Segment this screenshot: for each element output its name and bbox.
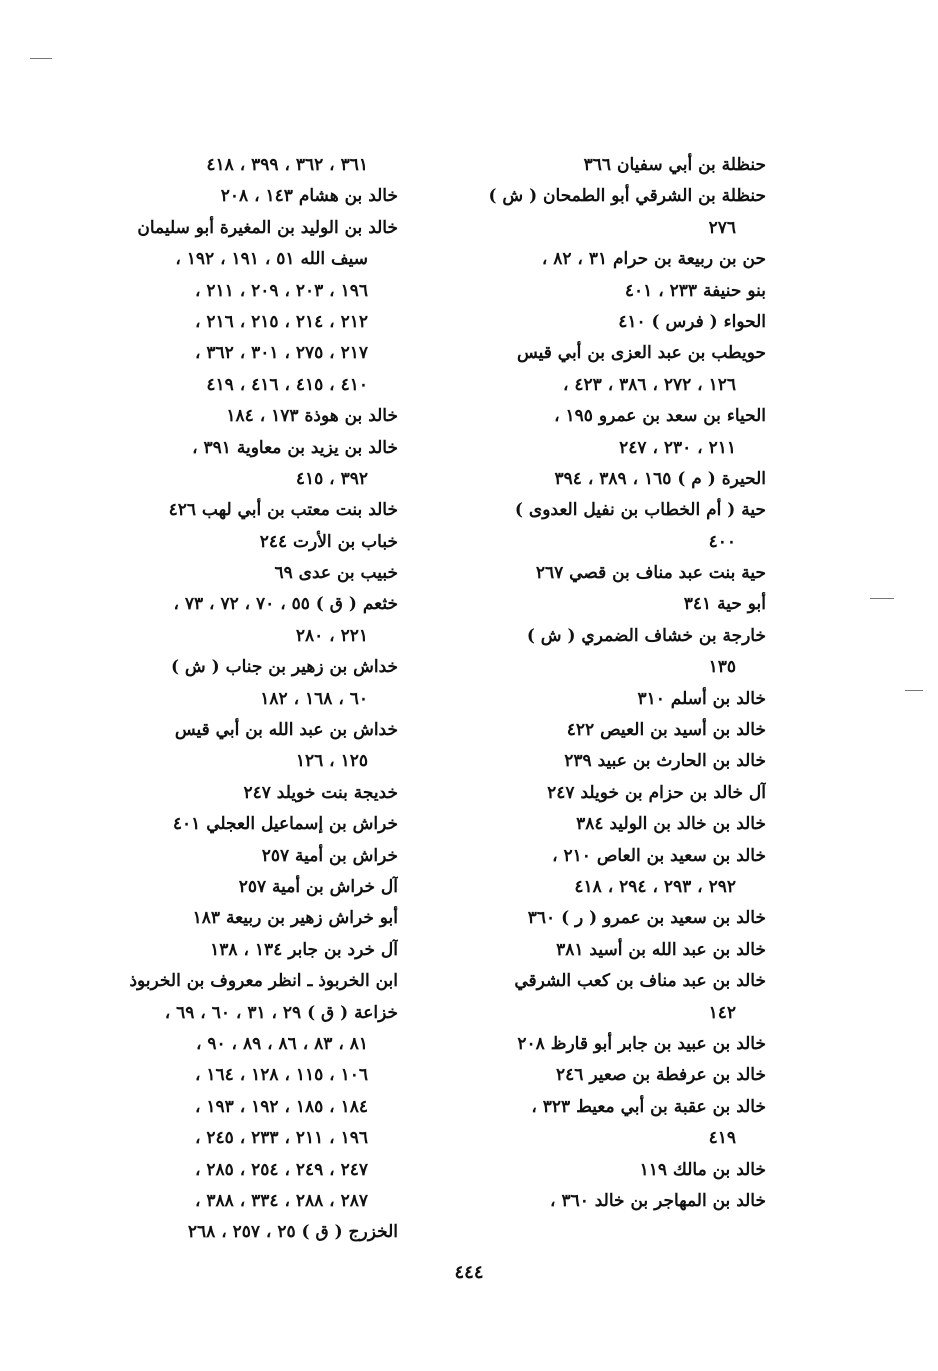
index-entry: خراش بن أمية ٢٥٧ [261, 845, 398, 866]
index-entry: ٤١٠ ، ٤١٥ ، ٤١٦ ، ٤١٩ [206, 374, 368, 395]
index-entry: حن بن ربيعة بن حرام ٣١ ، ٨٢ ، [541, 249, 766, 270]
index-entry: خالد بن هوذة ١٧٣ ، ١٨٤ [226, 406, 398, 427]
index-entry: ٢٩٢ ، ٢٩٣ ، ٢٩٤ ، ٤١٨ [574, 876, 736, 897]
index-entry: ٢١١ ، ٢٣٠ ، ٢٤٧ [619, 437, 736, 458]
index-entry: خداش بن عبد الله بن أبي قيس [174, 720, 398, 741]
index-entry: خداش بن زهير بن جناب ( ش ) [170, 657, 398, 678]
margin-mark [870, 598, 894, 599]
index-entry: ٦٠ ، ١٦٨ ، ١٨٢ [260, 688, 368, 709]
index-entry: ١٣٥ [708, 657, 736, 678]
index-entry: خالد بن الوليد بن المغيرة أبو سليمان [137, 217, 398, 238]
index-entry: خباب بن الأرت ٢٤٤ [259, 531, 398, 552]
index-entry: ١٠٦ ، ١١٥ ، ١٢٨ ، ١٦٤ ، [194, 1065, 368, 1086]
margin-mark [905, 690, 923, 691]
index-entry: حية ( أم الخطاب بن نفيل العدوى ) [514, 500, 766, 521]
index-entry: خالد بن عبد مناف بن كعب الشرقي [514, 971, 766, 992]
index-entry: خثعم ( ق ) ٥٥ ، ٧٠ ، ٧٢ ، ٧٣ ، [173, 594, 398, 615]
index-entry: آل خالد بن حزام بن خويلد ٢٤٧ [547, 782, 766, 803]
index-entry: ١٩٦ ، ٢٠٣ ، ٢٠٩ ، ٢١١ ، [194, 280, 368, 301]
index-entry: ٢١٧ ، ٢٧٥ ، ٣٠١ ، ٣٦٢ ، [194, 343, 368, 364]
index-entry: أبو حية ٣٤١ [683, 594, 766, 615]
index-entry: حنظلة بن الشرقي أبو الطمحان ( ش ) [488, 186, 766, 207]
index-entry: أبو خراش زهير بن ربيعة ١٨٣ [192, 908, 398, 929]
index-entry: خارجة بن خشاف الضمري ( ش ) [526, 625, 766, 646]
index-entry: خالد بن سعيد بن عمرو ( ر ) ٣٦٠ [527, 908, 766, 929]
index-entry: خديجة بنت خويلد ٢٤٧ [243, 782, 398, 803]
index-entry: الحياء بن سعد بن عمرو ١٩٥ ، [554, 406, 766, 427]
index-entry: خالد بن أسيد بن العيص ٤٢٢ [566, 720, 766, 741]
index-entry: ٢٤٧ ، ٢٤٩ ، ٢٥٤ ، ٢٨٥ ، [194, 1159, 368, 1180]
index-entry: خالد بن الحارث بن عبيد ٢٣٩ [564, 751, 766, 772]
index-column-left [108, 150, 398, 1249]
index-column-right [466, 150, 766, 1217]
index-entry: آل خراش بن أمية ٢٥٧ [238, 876, 398, 897]
margin-mark [30, 58, 52, 59]
index-entry: خزاعة ( ق ) ٢٩ ، ٣١ ، ٦٠ ، ٦٩ ، [164, 1002, 398, 1023]
index-entry: ٣٦١ ، ٣٦٢ ، ٣٩٩ ، ٤١٨ [206, 155, 368, 175]
index-entry: ٢١٢ ، ٢١٤ ، ٢١٥ ، ٢١٦ ، [194, 311, 368, 332]
index-entry: ٨١ ، ٨٣ ، ٨٦ ، ٨٩ ، ٩٠ ، [195, 1033, 368, 1054]
index-entry: آل خرد بن جابر ١٣٤ ، ١٣٨ [210, 939, 398, 960]
index-entry: ١٢٥ ، ١٢٦ [295, 751, 368, 772]
index-entry: ٢٧٦ [708, 217, 736, 238]
index-entry: خالد بن سعيد بن العاص ٢١٠ ، [552, 845, 766, 866]
index-entry: حية بنت عبد مناف بن قصي ٢٦٧ [535, 563, 766, 584]
index-entry: خالد بن عقبة بن أبي معيط ٣٢٣ ، [531, 1096, 766, 1117]
index-entry: بنو حنيفة ٢٣٣ ، ٤٠١ [624, 280, 766, 301]
index-entry: ١٢٦ ، ٢٧٢ ، ٣٨٦ ، ٤٢٣ ، [562, 374, 736, 395]
page-number: ٤٤٤ [454, 1262, 484, 1283]
index-entry: ١٨٤ ، ١٨٥ ، ١٩٢ ، ١٩٣ ، [194, 1096, 368, 1117]
index-entry: خالد بن يزيد بن معاوية ٣٩١ ، [192, 437, 398, 458]
index-entry: خالد بن عرفطة بن صعير ٢٤٦ [556, 1065, 766, 1086]
index-entry: ١٤٢ [708, 1002, 736, 1023]
index-entry: الخزرج ( ق ) ٢٥ ، ٢٥٧ ، ٢٦٨ [187, 1222, 398, 1243]
index-entry: خالد بن المهاجر بن خالد ٣٦٠ ، [550, 1190, 766, 1211]
index-entry: خالد بن أسلم ٣١٠ [637, 688, 766, 709]
index-entry: ٢٢١ ، ٢٨٠ [295, 625, 368, 646]
index-entry: حنظلة بن أبي سفيان ٣٦٦ [583, 155, 766, 175]
index-entry: خبيب بن عدى ٦٩ [274, 563, 398, 584]
index-entry: خراش بن إسماعيل العجلي ٤٠١ [172, 814, 398, 835]
index-entry: الحيرة ( م ) ١٦٥ ، ٣٨٩ ، ٣٩٤ [554, 468, 766, 489]
index-entry: حويطب بن عبد العزى بن أبي قيس [516, 343, 766, 364]
index-entry: ١٩٦ ، ٢١١ ، ٢٣٣ ، ٢٤٥ ، [194, 1128, 368, 1149]
index-entry: خالد بن عبيد بن جابر أبو قارظ ٢٠٨ [517, 1033, 766, 1054]
index-entry: ابن الخربوذ ـ انظر معروف بن الخربوذ [129, 971, 398, 992]
index-entry: ٤٠٠ [708, 531, 736, 552]
index-entry: خالد بن هشام ١٤٣ ، ٢٠٨ [220, 186, 398, 207]
index-entry: الحواء ( فرس ) ٤١٠ [618, 311, 766, 332]
index-entry: ٤١٩ [708, 1128, 736, 1149]
index-entry: خالد بن خالد بن الوليد ٣٨٤ [576, 814, 766, 835]
index-entry: ٢٨٧ ، ٢٨٨ ، ٣٣٤ ، ٣٨٨ ، [194, 1190, 368, 1211]
index-entry: سيف الله ٥١ ، ١٩١ ، ١٩٢ ، [175, 249, 368, 270]
index-entry: خالد بن عبد الله بن أسيد ٣٨١ [556, 939, 766, 960]
index-entry: ٣٩٢ ، ٤١٥ [295, 468, 368, 489]
index-entry: خالد بن مالك ١١٩ [639, 1159, 766, 1180]
index-entry: خالد بنت معتب بن أبي لهب ٤٢٦ [168, 500, 398, 521]
